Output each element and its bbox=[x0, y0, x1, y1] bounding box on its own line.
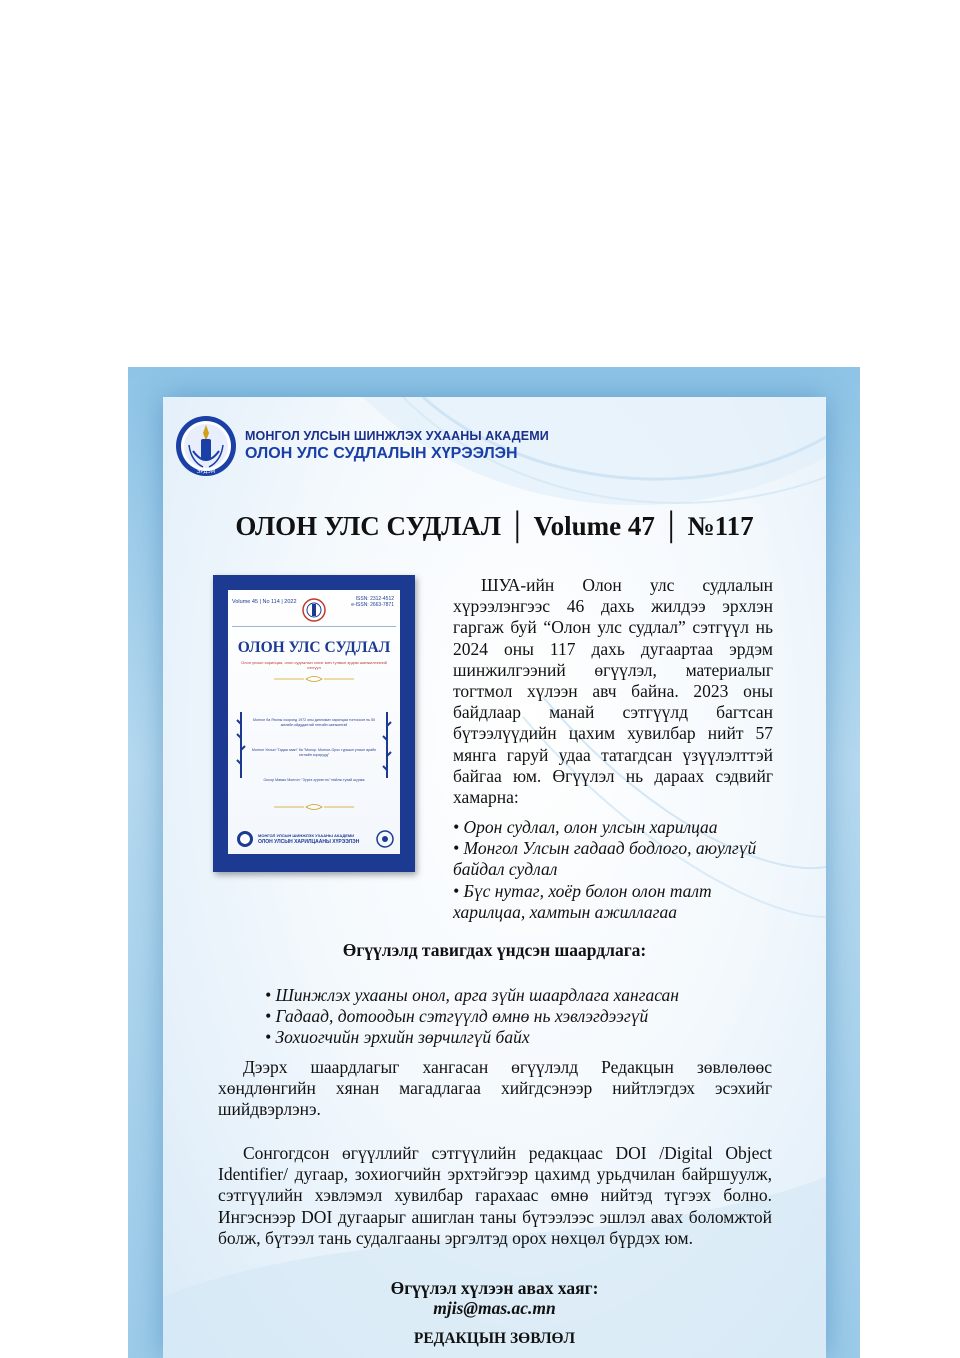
cover-issn-print: ISSN: 2312-4512 bbox=[355, 596, 394, 602]
academy-emblem-icon bbox=[175, 415, 237, 477]
cover-article-3: Оосор Мамко Монгол: "Зүрхэ зүрхэн нь" нийлж тухай шүүмж bbox=[263, 778, 365, 782]
cover-academy-emblem-icon bbox=[236, 830, 254, 848]
intro-paragraph: ШУА-ийн Олон улс судлалын хүрээлэнгээс 46 дахь жилдээ эрхлэн гаргаж буй “Олон улс судлал” сэтгүүл нь 2024 оны 117 дахь дугаартаа эрдэм шинжилгээний өгүүлэл, материалыг тогтмол хүлээн авч байна. 2023 оны байдлаар манай сэтгүүлд багтсан бүтээлүүдийн цахим хувилбар нийт 57 мянга гаруй удаа татагдсан үзүүлэлттэй байгаа юм. Өгүүлэл нь дараах сэдвийг хамарна: bbox=[453, 575, 773, 808]
requirement-item: • Гадаад, дотоодын сэтгүүлд өмнө нь хэвлэгдээгүй bbox=[265, 1006, 649, 1027]
requirements-list bbox=[265, 985, 765, 1049]
cover-mongol-script-left-icon bbox=[234, 710, 248, 780]
cover-journal-title: ОЛОН УЛС СУДЛАЛ bbox=[237, 639, 391, 656]
journal-cover-image bbox=[213, 575, 415, 872]
cover-logo-icon bbox=[302, 598, 326, 622]
requirement-item: • Зохиогчийн эрхийн зөрчилгүй байх bbox=[265, 1027, 530, 1048]
cover-issn-online: e-ISSN: 2663-7871 bbox=[351, 602, 394, 608]
cover-subtitle: Олон улсын харилцаа, олон судлалын хэлэг мэн түлвын эрдэм шинжилгээний сэтгүүл bbox=[241, 660, 387, 670]
cover-ornament-icon bbox=[274, 674, 354, 684]
editorial-board-signature: РЕДАКЦЫН ЗӨВЛӨЛ bbox=[413, 1330, 576, 1347]
topics-list bbox=[453, 817, 773, 923]
emblem-text: ЭРДЭМ bbox=[196, 469, 216, 475]
requirement-item: • Шинжлэх ухааны онол, арга зүйн шаардлага хангасан bbox=[265, 985, 679, 1005]
doi-paragraph: Сонгогдсон өгүүллийг сэтгүүлийн редакцаас DOI /Digital Object Identifier/ дугаар, зохиогчийн эрхтэйгээр цахимд урьдчилан байршуулж, сэтгүүлийн хэвлэмэл хувилбар гарахаас өмнө нийтэд түгээх болно. Ингэснээр DOI дугаарыг ашиглан таны бүтээлээс эшлэл авах боломжтой болж, бүтээл тань судалгааны эргэлтэд орох нөхцөл бүрдэх юм. bbox=[218, 1143, 772, 1248]
cover-institute-emblem-icon bbox=[376, 830, 394, 848]
institute-logo bbox=[175, 415, 549, 477]
topic-item: • Монгол Улсын гадаад бодлого, аюулгүй байдал судлал bbox=[453, 838, 757, 880]
academy-name: МОНГОЛ УЛСЫН ШИНЖЛЭХ УХААНЫ АКАДЕМИ bbox=[245, 429, 549, 443]
poster-panel bbox=[163, 397, 826, 1358]
submission-email-link[interactable]: mjis@mas.ac.mn bbox=[433, 1298, 556, 1318]
cover-ornament-bottom-icon bbox=[274, 802, 354, 812]
cover-volume: Volume 45 | No 114 | 2022 bbox=[232, 599, 297, 605]
topic-item: • Бүс нутаг, хоёр болон олон талт харилцаа, хамтын ажиллагаа bbox=[453, 880, 712, 922]
cover-mongol-script-right-icon bbox=[380, 710, 394, 780]
cover-article-1: Монгол ба Японы хооронд 1972 оны дипломат харилцаа тогтоосон нь 50 жилийн ойдудалтай энтгийн шинжилгэй bbox=[252, 718, 376, 727]
cover-article-2: Монгол Улсын "Гадаа хаан" ба "Monoр. Монгол-Орос туршын улсын арабн хэгнийн хорхрууд" bbox=[251, 748, 377, 757]
poster-frame bbox=[128, 367, 860, 1358]
review-paragraph: Дээрх шаардлагыг хангасан өгүүлэлд Редакцын зөвлөлөөс хөндлөнгийн хянан магадлагаа хийгдсэнээр нийтлэгдэх эсэхийг шийдвэрлэнэ. bbox=[218, 1057, 772, 1120]
submission-address-heading: Өгүүлэл хүлээн авах хаяг: bbox=[390, 1278, 599, 1298]
requirements-heading: Өгүүлэлд тавигдах үндсэн шаардлага: bbox=[342, 940, 647, 960]
cover-divider-top bbox=[232, 626, 396, 627]
institute-name: ОЛОН УЛС СУДЛАЛЫН ХҮРЭЭЛЭН bbox=[245, 445, 518, 462]
cover-issn bbox=[351, 596, 394, 608]
cover-footer-academy: МОНГОЛ УЛСЫН ШИНЖЛЭХ УХААНЫ АКАДЕМИ bbox=[258, 833, 355, 838]
cover-page bbox=[228, 590, 400, 854]
topic-item: • Орон судлал, олон улсын харилцаа bbox=[453, 817, 718, 837]
journal-title: ОЛОН УЛС СУДЛАЛ │ Volume 47 │ №117 bbox=[235, 511, 754, 541]
cover-footer-institute: ОЛОН УЛСЫН ХАРИЛЦААНЫ ХҮРЭЭЛЭН bbox=[258, 839, 360, 845]
